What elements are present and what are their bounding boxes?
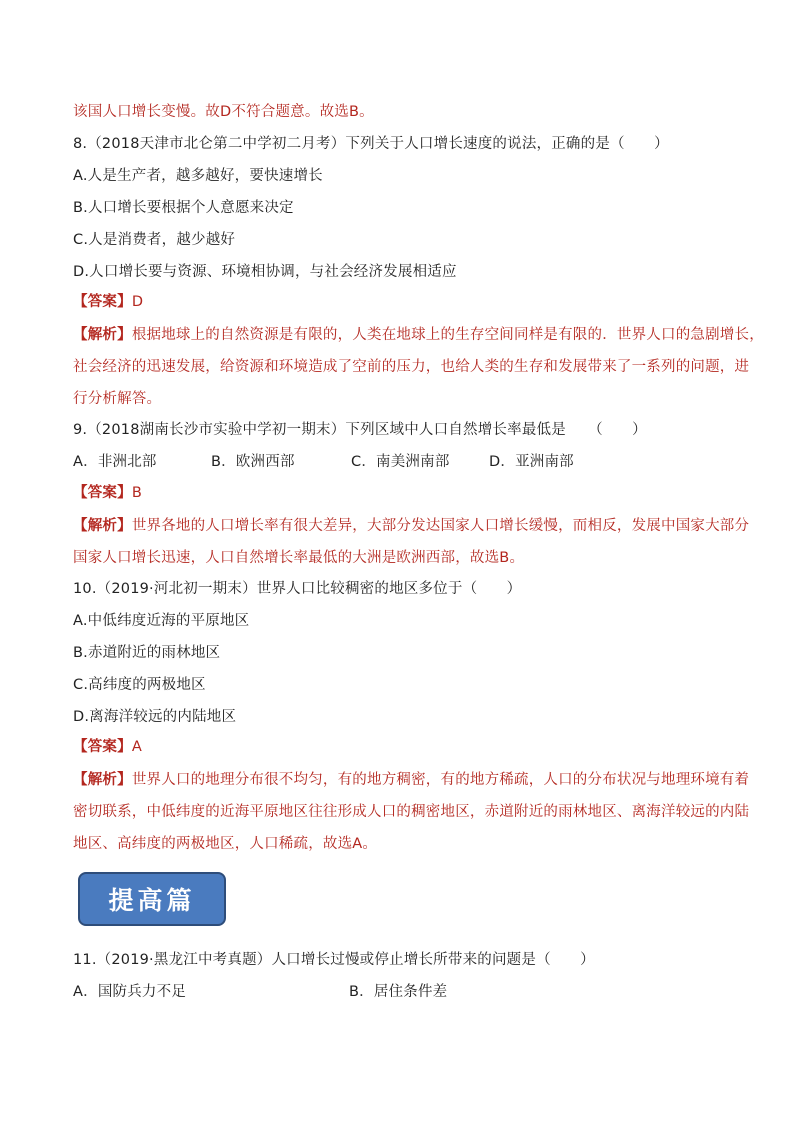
question-8-answer xyxy=(73,292,734,312)
explanation-text: 根据地球上的自然资源是有限的，人类在地球上的生存空间同样是有限的．世界人口的急剧增长， xyxy=(131,327,764,343)
question-8-option-c: C.人是消费者，越少越好 xyxy=(73,232,236,248)
question-10-answer xyxy=(73,737,734,757)
question-8-explanation-line-3: 行分析解答。 xyxy=(73,391,162,407)
question-10-explanation-line-3: 地区、高纬度的两极地区，人口稀疏，故选A。 xyxy=(73,836,378,852)
question-9-option-d: D．亚洲南部 xyxy=(489,454,574,470)
answer-value: A xyxy=(131,739,142,755)
question-9-explanation-line-2: 国家人口增长迅速，人口自然增长率最低的大洲是欧洲西部，故选B。 xyxy=(73,550,525,566)
explanation-continuation: 该国人口增长变慢。故D不符合题意。故选B。 xyxy=(73,104,374,120)
question-8-explanation-line-1 xyxy=(73,325,764,345)
explanation-tag: 【解析】 xyxy=(73,518,132,534)
question-11-option-a: A．国防兵力不足 xyxy=(73,984,187,1000)
question-9-option-c: C．南美洲南部 xyxy=(351,454,450,470)
question-9-answer xyxy=(73,483,734,503)
question-10-option-d: D.离海洋较远的内陆地区 xyxy=(73,709,237,725)
answer-value: D xyxy=(131,294,144,310)
explanation-tag: 【解析】 xyxy=(73,772,132,788)
question-9: 9.（2018湖南长沙市实验中学初一期末）下列区域中人口自然增长率最低是 （ ） xyxy=(73,422,647,438)
question-11-option-b: B．居住条件差 xyxy=(349,984,448,1000)
question-10-explanation-line-1 xyxy=(73,770,750,790)
question-11-options xyxy=(73,982,734,1002)
explanation-text: 世界人口的地理分布很不均匀，有的地方稠密，有的地方稀疏，人口的分布状况与地理环境有着 xyxy=(131,772,750,788)
question-10-option-c: C.高纬度的两极地区 xyxy=(73,677,206,693)
question-9-explanation-line-1 xyxy=(73,516,750,536)
question-10: 10.（2019·河北初一期末）世界人口比较稠密的地区多位于（ ） xyxy=(73,581,522,597)
section-title: 提高篇 xyxy=(108,886,196,915)
explanation-tag: 【解析】 xyxy=(73,327,132,343)
question-9-option-a: A．非洲北部 xyxy=(73,454,157,470)
answer-tag: 【答案】 xyxy=(73,485,132,501)
question-11: 11.（2019·黑龙江中考真题）人口增长过慢或停止增长所带来的问题是（ ） xyxy=(73,952,595,968)
answer-tag: 【答案】 xyxy=(73,294,132,310)
question-10-explanation-line-2: 密切联系，中低纬度的近海平原地区往往形成人口的稠密地区，赤道附近的雨林地区、离海洋较远的内陆 xyxy=(73,804,750,820)
question-9-option-b: B．欧洲西部 xyxy=(211,454,295,470)
question-8: 8.（2018天津市北仑第二中学初二月考）下列关于人口增长速度的说法，正确的是（ ） xyxy=(73,136,669,152)
question-8-option-b: B.人口增长要根据个人意愿来决定 xyxy=(73,200,294,216)
question-10-option-b: B.赤道附近的雨林地区 xyxy=(73,645,221,661)
explanation-text: 世界各地的人口增长率有很大差异，大部分发达国家人口增长缓慢，而相反，发展中国家大部分 xyxy=(131,518,750,534)
answer-tag: 【答案】 xyxy=(73,739,132,755)
question-8-option-a: A.人是生产者，越多越好，要快速增长 xyxy=(73,168,323,184)
question-10-option-a: A.中低纬度近海的平原地区 xyxy=(73,613,250,629)
question-8-explanation-line-2: 社会经济的迅速发展，给资源和环境造成了空前的压力，也给人类的生存和发展带来了一系列的问题，进 xyxy=(73,359,750,375)
question-8-option-d: D.人口增长要与资源、环境相协调，与社会经济发展相适应 xyxy=(73,264,457,280)
section-heading-advanced xyxy=(78,872,226,926)
question-9-options xyxy=(73,452,734,472)
answer-value: B xyxy=(131,485,142,501)
